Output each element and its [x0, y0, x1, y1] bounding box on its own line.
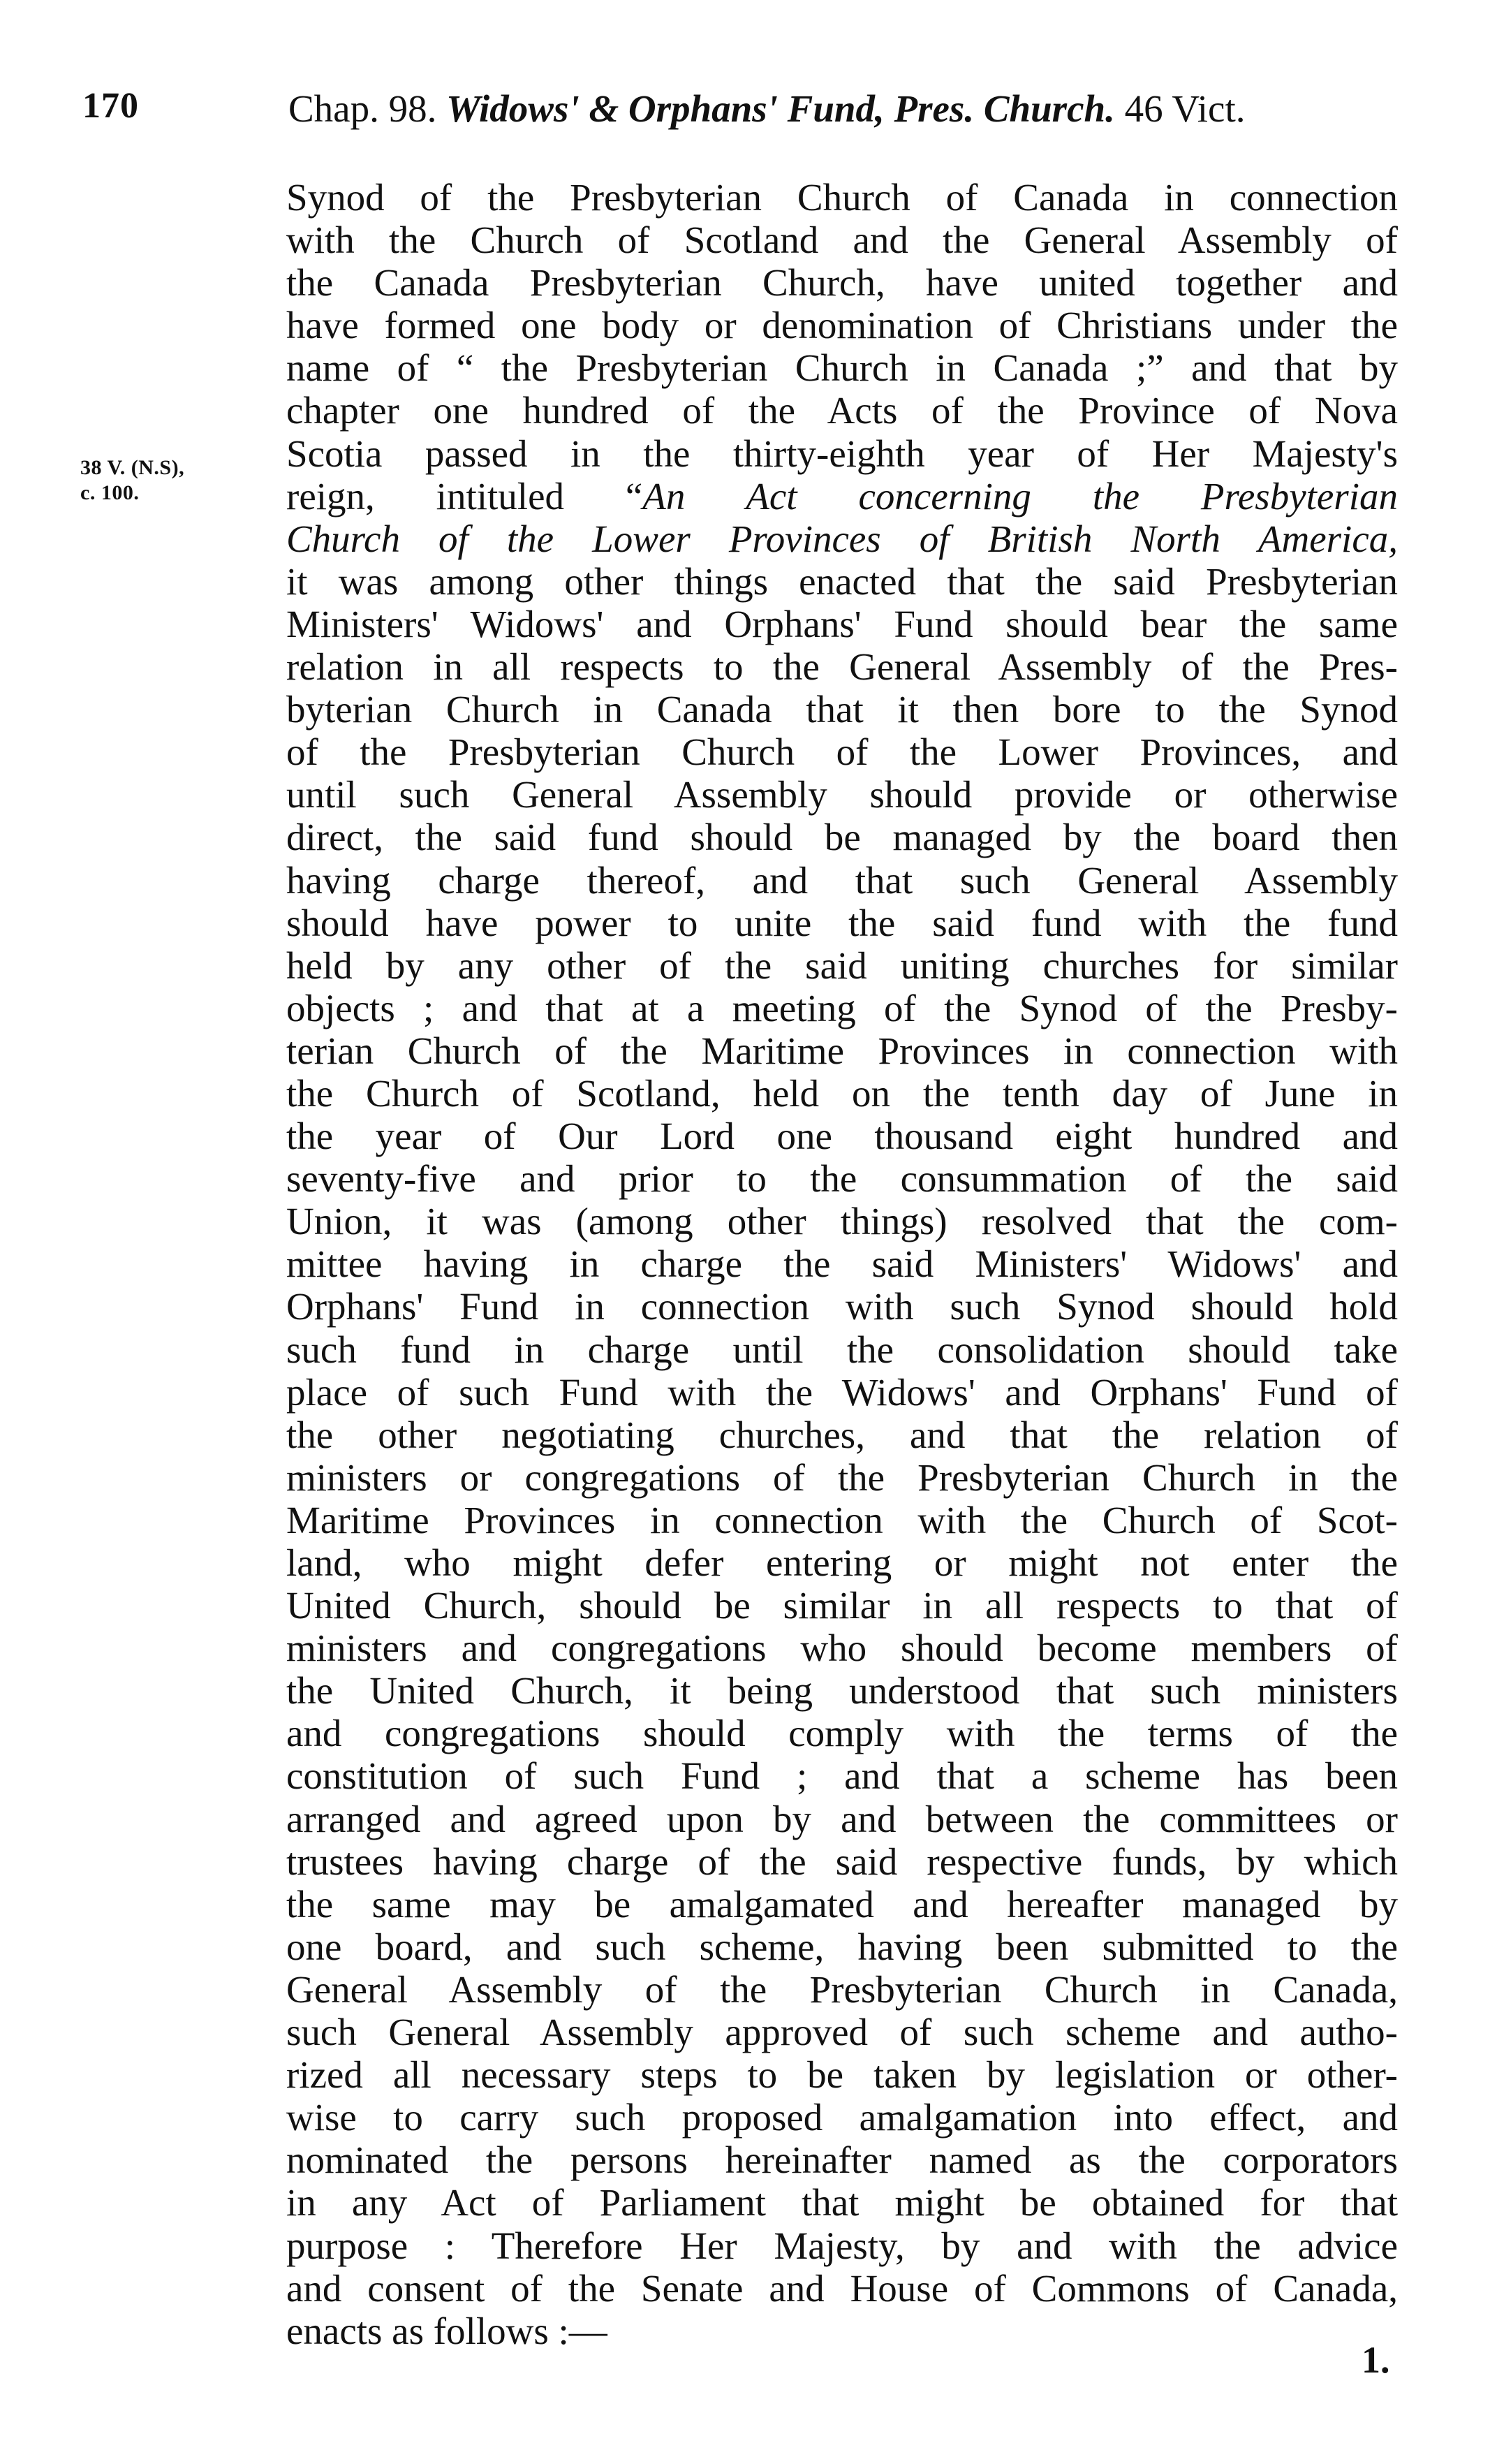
body-line: Ministers' Widows' and Orphans' Fund should bear the same	[286, 602, 1398, 645]
body-line: name of “ the Presbyterian Church in Canada ;” and that by	[286, 346, 1398, 390]
body-line: with the Church of Scotland and the General Assembly of	[286, 219, 1398, 262]
body-line: Synod of the Presbyterian Church of Canada in connection	[286, 176, 1398, 219]
body-line: of the Presbyterian Church of the Lower Provinces, and	[286, 731, 1398, 774]
body-line-act-title	[286, 475, 1398, 518]
body-line: the other negotiating churches, and that the relation of	[286, 1413, 1398, 1456]
body-line: objects ; and that at a meeting of the Synod of the Presby-	[286, 986, 1398, 1029]
margin-note	[80, 455, 184, 506]
body-line: nominated the persons hereinafter named as the corporators	[286, 2139, 1398, 2182]
body-line: Union, it was (among other things) resolved that the com-	[286, 1200, 1398, 1243]
margin-note-statute: 38 V. (N.S),	[80, 456, 185, 479]
body-line-prefix: reign, intituled “	[286, 474, 643, 518]
body-line: held by any other of the said uniting churches for similar	[286, 944, 1398, 987]
body-line: enacts as follows :—	[286, 2309, 607, 2352]
body-line: constitution of such Fund ; and that a scheme has been	[286, 1754, 1398, 1798]
body-line: ministers and congregations who should become members of	[286, 1627, 1398, 1670]
body-line: trustees having charge of the said respective funds, by which	[286, 1840, 1398, 1883]
regnal-year: 46 Vict.	[1124, 87, 1246, 130]
body-line: byterian Church in Canada that it then bore to the Synod	[286, 688, 1398, 731]
body-line: having charge thereof, and that such General Assembly	[286, 858, 1398, 902]
body-line: chapter one hundred of the Acts of the Province of Nova	[286, 389, 1398, 432]
body-line: rized all necessary steps to be taken by legislation or other-	[286, 2053, 1398, 2097]
body-line: seventy-five and prior to the consummation of the said	[286, 1157, 1398, 1201]
body-line: have formed one body or denomination of Christians under the	[286, 304, 1398, 347]
body-line: the year of Our Lord one thousand eight hundred and	[286, 1115, 1398, 1158]
body-line: United Church, should be similar in all respects to that of	[286, 1584, 1398, 1627]
body-text	[286, 176, 1398, 2352]
chapter-label: Chap. 98.	[288, 87, 437, 130]
body-line: Scotia passed in the thirty-eighth year of Her Majesty's	[286, 432, 1398, 475]
body-line: land, who might defer entering or might not enter the	[286, 1541, 1398, 1584]
body-line: the United Church, it being understood that such ministers	[286, 1669, 1398, 1713]
margin-note-chapter: c. 100.	[80, 481, 140, 504]
body-line: place of such Fund with the Widows' and Orphans' Fund of	[286, 1370, 1398, 1414]
body-line: Maritime Provinces in connection with the Church of Scot-	[286, 1498, 1398, 1541]
body-line: arranged and agreed upon by and between the committees or	[286, 1797, 1398, 1840]
body-line: it was among other things enacted that the said Presbyterian	[286, 559, 1398, 603]
page-number: 170	[82, 86, 139, 126]
act-title-part2: Church of the Lower Provinces of British North America,	[286, 517, 1398, 560]
body-line: the Church of Scotland, held on the tenth day of June in	[286, 1071, 1398, 1115]
running-header	[288, 87, 1412, 131]
body-line: the Canada Presbyterian Church, have united together and	[286, 261, 1398, 305]
body-line: wise to carry such proposed amalgamation into effect, and	[286, 2096, 1398, 2139]
body-line: direct, the said fund should be managed by the board then	[286, 816, 1398, 859]
body-line: purpose : Therefore Her Majesty, by and with the advice	[286, 2224, 1398, 2267]
body-line: in any Act of Parliament that might be obtained for that	[286, 2181, 1398, 2224]
body-line: the same may be amalgamated and hereafter managed by	[286, 1882, 1398, 1926]
body-line: relation in all respects to the General Assembly of the Pres-	[286, 645, 1398, 689]
body-line: and congregations should comply with the terms of the	[286, 1712, 1398, 1755]
body-line: until such General Assembly should provide or otherwise	[286, 773, 1398, 816]
body-line: ministers or congregations of the Presbyterian Church in the	[286, 1455, 1398, 1499]
body-line-act-title	[286, 518, 1398, 560]
body-line: and consent of the Senate and House of Commons of Canada,	[286, 2266, 1398, 2310]
act-title-part1: An Act concerning the Presbyterian	[642, 474, 1398, 518]
running-title: Widows' & Orphans' Fund, Pres. Church.	[446, 87, 1115, 130]
body-line: should have power to unite the said fund with the fund	[286, 901, 1398, 944]
body-line: General Assembly of the Presbyterian Church in Canada,	[286, 1967, 1398, 2011]
body-line: such General Assembly approved of such scheme and autho-	[286, 2011, 1398, 2054]
body-line: such fund in charge until the consolidation should take	[286, 1328, 1398, 1371]
body-line: one board, and such scheme, having been submitted to the	[286, 1925, 1398, 1968]
catchword: 1.	[1362, 2339, 1390, 2381]
body-line: mittee having in charge the said Ministers' Widows' and	[286, 1242, 1398, 1286]
body-line: terian Church of the Maritime Provinces in connection with	[286, 1029, 1398, 1072]
body-line: Orphans' Fund in connection with such Synod should hold	[286, 1285, 1398, 1328]
